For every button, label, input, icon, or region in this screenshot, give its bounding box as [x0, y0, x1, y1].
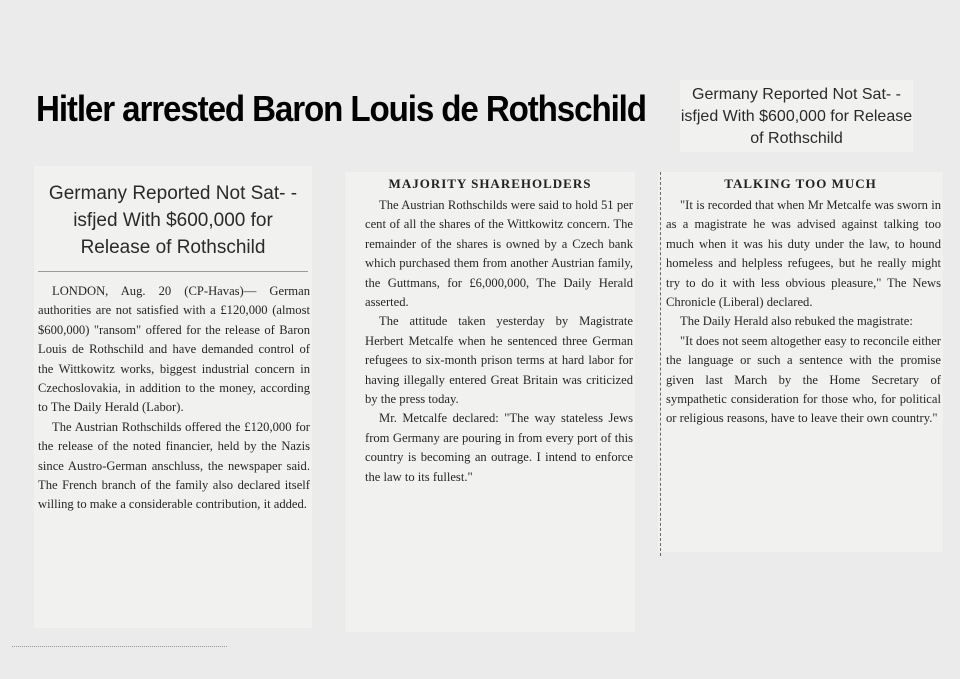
article-paragraph: The Austrian Rothschilds were said to hold 51 per cent of all the shares of the Wittkowitz concern. The remainder of the shares is owned by a Czech bank which purchased them from another Austrian family, the Guttmans, for £6,000,000, The Daily Herald asserted. [365, 198, 633, 310]
left-article-body [34, 272, 312, 515]
middle-article-clipping [345, 172, 635, 632]
middle-article-body [345, 196, 635, 487]
page-headline: Hitler arrested Baron Louis de Rothschild [36, 88, 646, 129]
clipping-edge-line [12, 646, 227, 647]
article-paragraph: The attitude taken yesterday by Magistrate Herbert Metcalfe when he sentenced three German refugees to six-month prison terms at hard labor for having illegally entered Great Britain was criticized by the press today. [365, 314, 633, 407]
article-paragraph: The Austrian Rothschilds offered the £120,000 for the release of the noted financier, held by the Nazis since Austro-German anschluss, the newspaper said. The French branch of the family also declared itself willing to make a considerable contribution, it added. [38, 419, 310, 512]
article-paragraph: "It does not seem altogether easy to reconcile either the language or such a sentence with the promise given last March by the Home Secretary of sympathetic consideration for those who, for political or religious reasons, have to leave their own country." [666, 333, 941, 426]
column-divider [660, 172, 661, 556]
article-paragraph: "It is recorded that when Mr Metcalfe was sworn in as a magistrate he was advised against talking too much when it was his duty under the law, to hound homeless and helpless refugees, but he really might try to do it with less obvious pleasure," The News Chronicle (Liberal) declared. [666, 198, 941, 310]
right-article-clipping [658, 172, 943, 552]
small-clipping-title: Germany Reported Not Sat- - isfjed With $600,000 for Release of Rothschild [680, 86, 913, 147]
article-paragraph: Mr. Metcalfe declared: "The way stateless Jews from Germany are pouring in from every port of this country is becoming an outrage. I intend to enforce the law to its fullest." [365, 411, 633, 484]
middle-section-heading: MAJORITY SHAREHOLDERS [388, 176, 592, 191]
left-article-clipping [34, 166, 312, 628]
article-paragraph: LONDON, Aug. 20 (CP-Havas)— German authorities are not satisfied with a £120,000 (almost $600,000) "ransom" offered for the release of Baron Louis de Rothschild and have demanded control of the Wittkowitz works, biggest industrial concern in Czechoslovakia, in addition to the money, according to The Daily Herald (Labor). [38, 284, 310, 415]
left-article-headline: Germany Reported Not Sat- - isfjed With $600,000 for Release of Rothschild [38, 180, 308, 272]
right-article-body [658, 196, 943, 429]
right-section-heading: TALKING TOO MUCH [724, 176, 877, 191]
small-headline-clipping [680, 80, 913, 152]
article-paragraph: The Daily Herald also rebuked the magistrate: [680, 314, 913, 329]
